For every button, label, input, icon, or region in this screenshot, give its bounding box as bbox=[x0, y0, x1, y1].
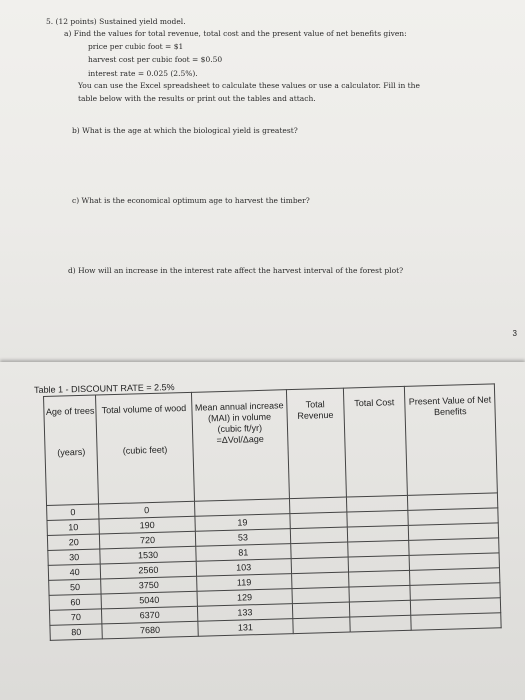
table-title: Table 1 - DISCOUNT RATE = 2.5% bbox=[34, 382, 175, 395]
cell-age: 70 bbox=[49, 609, 102, 625]
cell-cost[interactable] bbox=[346, 495, 408, 512]
cell-volume: 6370 bbox=[102, 606, 198, 624]
problem-number: 5. bbox=[46, 17, 54, 26]
header-revenue: Total Revenue bbox=[286, 388, 346, 499]
cell-revenue[interactable] bbox=[291, 557, 348, 574]
cell-volume: 2560 bbox=[101, 561, 197, 579]
header-volume bbox=[96, 392, 194, 504]
problem-title: (12 points) Sustained yield model. bbox=[55, 17, 186, 26]
given-interest-rate: interest rate = 0.025 (2.5%). bbox=[88, 69, 198, 78]
cell-cost[interactable] bbox=[348, 570, 410, 587]
part-c-prompt bbox=[72, 196, 310, 205]
cell-mai: 131 bbox=[198, 619, 294, 637]
header-mai-formula: =ΔVol/Δage bbox=[216, 433, 264, 446]
cell-revenue[interactable] bbox=[290, 527, 347, 544]
header-mai bbox=[191, 390, 289, 502]
cell-cost[interactable] bbox=[349, 615, 411, 632]
cell-present-value[interactable] bbox=[411, 613, 501, 630]
part-d-prompt bbox=[68, 266, 403, 275]
results-table bbox=[43, 383, 502, 641]
cell-age: 0 bbox=[47, 504, 100, 520]
cell-age: 40 bbox=[48, 564, 101, 580]
cell-cost[interactable] bbox=[347, 540, 409, 557]
cell-volume: 190 bbox=[99, 516, 195, 534]
results-table-container bbox=[43, 383, 502, 666]
cell-cost[interactable] bbox=[349, 585, 411, 602]
cell-age: 30 bbox=[48, 549, 101, 565]
part-a-text: Find the values for total revenue, total cost and the present value of net benefits given: bbox=[73, 29, 407, 38]
part-b-text: What is the age at which the biological yield is greatest? bbox=[82, 126, 298, 135]
problem-heading bbox=[46, 17, 186, 26]
cell-volume: 0 bbox=[99, 501, 195, 519]
cell-volume: 1530 bbox=[100, 546, 196, 564]
table-header-row bbox=[44, 384, 498, 506]
cell-mai: 133 bbox=[197, 604, 293, 622]
part-a-label: a) bbox=[64, 29, 72, 38]
part-c-text: What is the economical optimum age to harvest the timber? bbox=[81, 196, 310, 205]
header-present-value: Present Value of Net Benefits bbox=[405, 384, 498, 495]
cell-volume: 7680 bbox=[102, 621, 198, 639]
cell-revenue[interactable] bbox=[292, 572, 349, 589]
cell-age: 80 bbox=[50, 624, 103, 640]
table-body bbox=[47, 493, 502, 641]
header-age bbox=[44, 395, 99, 505]
cell-mai: 53 bbox=[195, 529, 291, 547]
part-b-label: b) bbox=[72, 126, 80, 135]
header-age-label: Age of trees bbox=[45, 405, 95, 417]
header-cost: Total Cost bbox=[343, 386, 408, 497]
part-a-instructions-line1: You can use the Excel spreadsheet to calculate these values or use a calculator. Fill in the bbox=[78, 81, 420, 90]
cell-mai: 81 bbox=[195, 544, 291, 562]
header-age-unit: (years) bbox=[57, 446, 86, 458]
page-number: 3 bbox=[512, 329, 517, 338]
part-d-label: d) bbox=[68, 266, 76, 275]
cell-volume: 3750 bbox=[101, 576, 197, 594]
given-price: price per cubic foot = $1 bbox=[88, 42, 184, 51]
cell-revenue[interactable] bbox=[293, 617, 350, 634]
part-a-prompt bbox=[64, 29, 407, 38]
cell-volume: 720 bbox=[100, 531, 196, 549]
part-b-prompt bbox=[72, 126, 298, 135]
cell-mai: 103 bbox=[196, 559, 292, 577]
cell-cost[interactable] bbox=[346, 510, 408, 527]
cell-mai: 129 bbox=[197, 589, 293, 607]
cell-revenue[interactable] bbox=[290, 512, 347, 529]
cell-cost[interactable] bbox=[347, 525, 409, 542]
header-mai-unit: (cubic ft/yr) bbox=[217, 422, 263, 435]
cell-cost[interactable] bbox=[348, 555, 410, 572]
cell-revenue[interactable] bbox=[290, 497, 347, 514]
part-c-label: c) bbox=[72, 196, 80, 205]
cell-age: 50 bbox=[49, 579, 102, 595]
cell-age: 60 bbox=[49, 594, 102, 610]
header-volume-label: Total volume of wood bbox=[101, 403, 187, 416]
cell-revenue[interactable] bbox=[291, 542, 348, 559]
given-harvest-cost: harvest cost per cubic foot = $0.50 bbox=[88, 55, 223, 64]
part-d-text: How will an increase in the interest rate affect the harvest interval of the forest plot? bbox=[78, 266, 404, 275]
cell-age: 10 bbox=[47, 519, 100, 535]
cell-age: 20 bbox=[47, 534, 100, 550]
cell-revenue[interactable] bbox=[292, 587, 349, 604]
header-mai-label: Mean annual increase (MAI) in volume bbox=[194, 400, 284, 424]
header-volume-unit: (cubic feet) bbox=[122, 444, 168, 456]
cell-revenue[interactable] bbox=[292, 602, 349, 619]
cell-mai: 119 bbox=[196, 574, 292, 592]
cell-mai: 19 bbox=[195, 514, 291, 532]
part-a-instructions-line2: table below with the results or print out the tables and attach. bbox=[78, 94, 316, 103]
cell-cost[interactable] bbox=[349, 600, 411, 617]
cell-volume: 5040 bbox=[101, 591, 197, 609]
